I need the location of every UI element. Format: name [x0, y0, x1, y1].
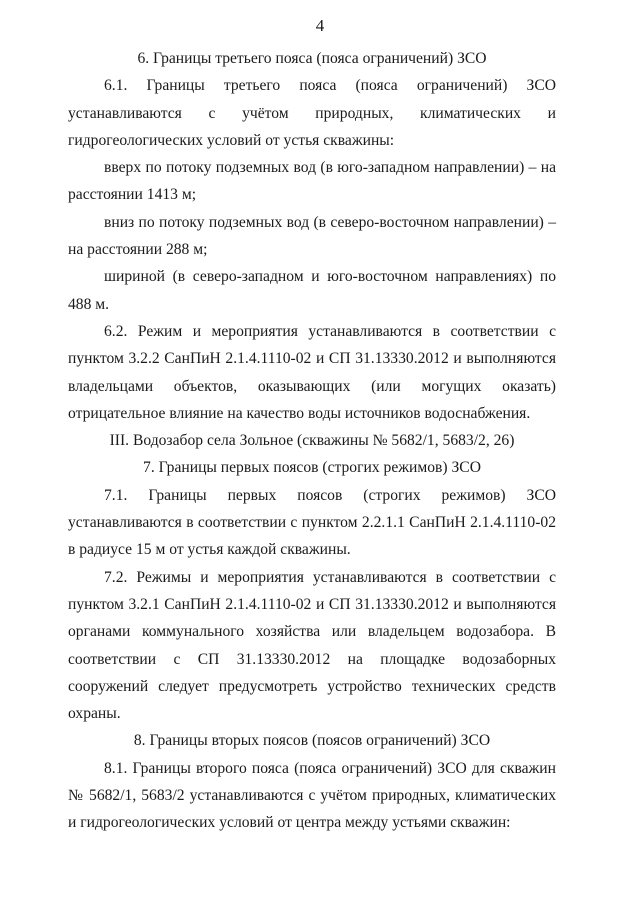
paragraph-8-1: 8.1. Границы второго пояса (пояса ограничений) ЗСО для скважин № 5682/1, 5683/2 устанавливаются с учётом природных, климатических и гидрогеологических условий от центра между устьями скважин:	[68, 759, 556, 832]
paragraph-6-2: 6.2. Режим и мероприятия устанавливаются в соответствии с пунктом 3.2.2 СанПиН 2.1.4.1110-02 и СП 31.13330.2012 и выполняются владельцами объектов, оказывающих (или могущих оказать) отрицательное влияние на качество воды источников водоснабжения.	[68, 322, 556, 422]
section-heading-7: 7. Границы первых поясов (строгих режимов) ЗСО	[143, 459, 481, 477]
paragraph-6-1: 6.1. Границы третьего пояса (пояса ограничений) ЗСО устанавливаются с учётом природных, климатических и гидрогеологических условий от устья скважины:	[68, 77, 556, 149]
paragraph-7-2: 7.2. Режимы и мероприятия устанавливаются в соответствии с пунктом 3.2.1 СанПиН 2.1.4.1110-02 и СП 31.13330.2012 и выполняются органами коммунального хозяйства или владельцем водозабора. В соответствии с СП 31.13330.2012 на площадке водозаборных сооружений следует предусмотреть устройство технических средств охраны.	[68, 568, 556, 723]
part-heading-iii: III. Водозабор села Зольное (скважины № 5682/1, 5683/2, 26)	[109, 432, 515, 450]
document-body	[68, 45, 556, 837]
section-heading-6: 6. Границы третьего пояса (пояса ограничений) ЗСО	[137, 50, 487, 67]
paragraph-width: шириной (в северо-западном и юго-восточном направлениях) по 488 м.	[68, 268, 556, 313]
section-heading-8: 8. Границы вторых поясов (поясов ограничений) ЗСО	[133, 732, 491, 750]
paragraph-7-1: 7.1. Границы первых поясов (строгих режимов) ЗСО устанавливаются в соответствии с пунктом 2.2.1.1 СанПиН 2.1.4.1110-02 в радиусе 15 м от устья каждой скважины.	[68, 486, 556, 559]
paragraph-upstream: вверх по потоку подземных вод (в юго-западном направлении) – на расстоянии 1413 м;	[68, 159, 556, 204]
paragraph-downstream: вниз по потоку подземных вод (в северо-восточном направлении) – на расстоянии 288 м;	[68, 213, 556, 259]
page-number: 4	[315, 16, 325, 35]
